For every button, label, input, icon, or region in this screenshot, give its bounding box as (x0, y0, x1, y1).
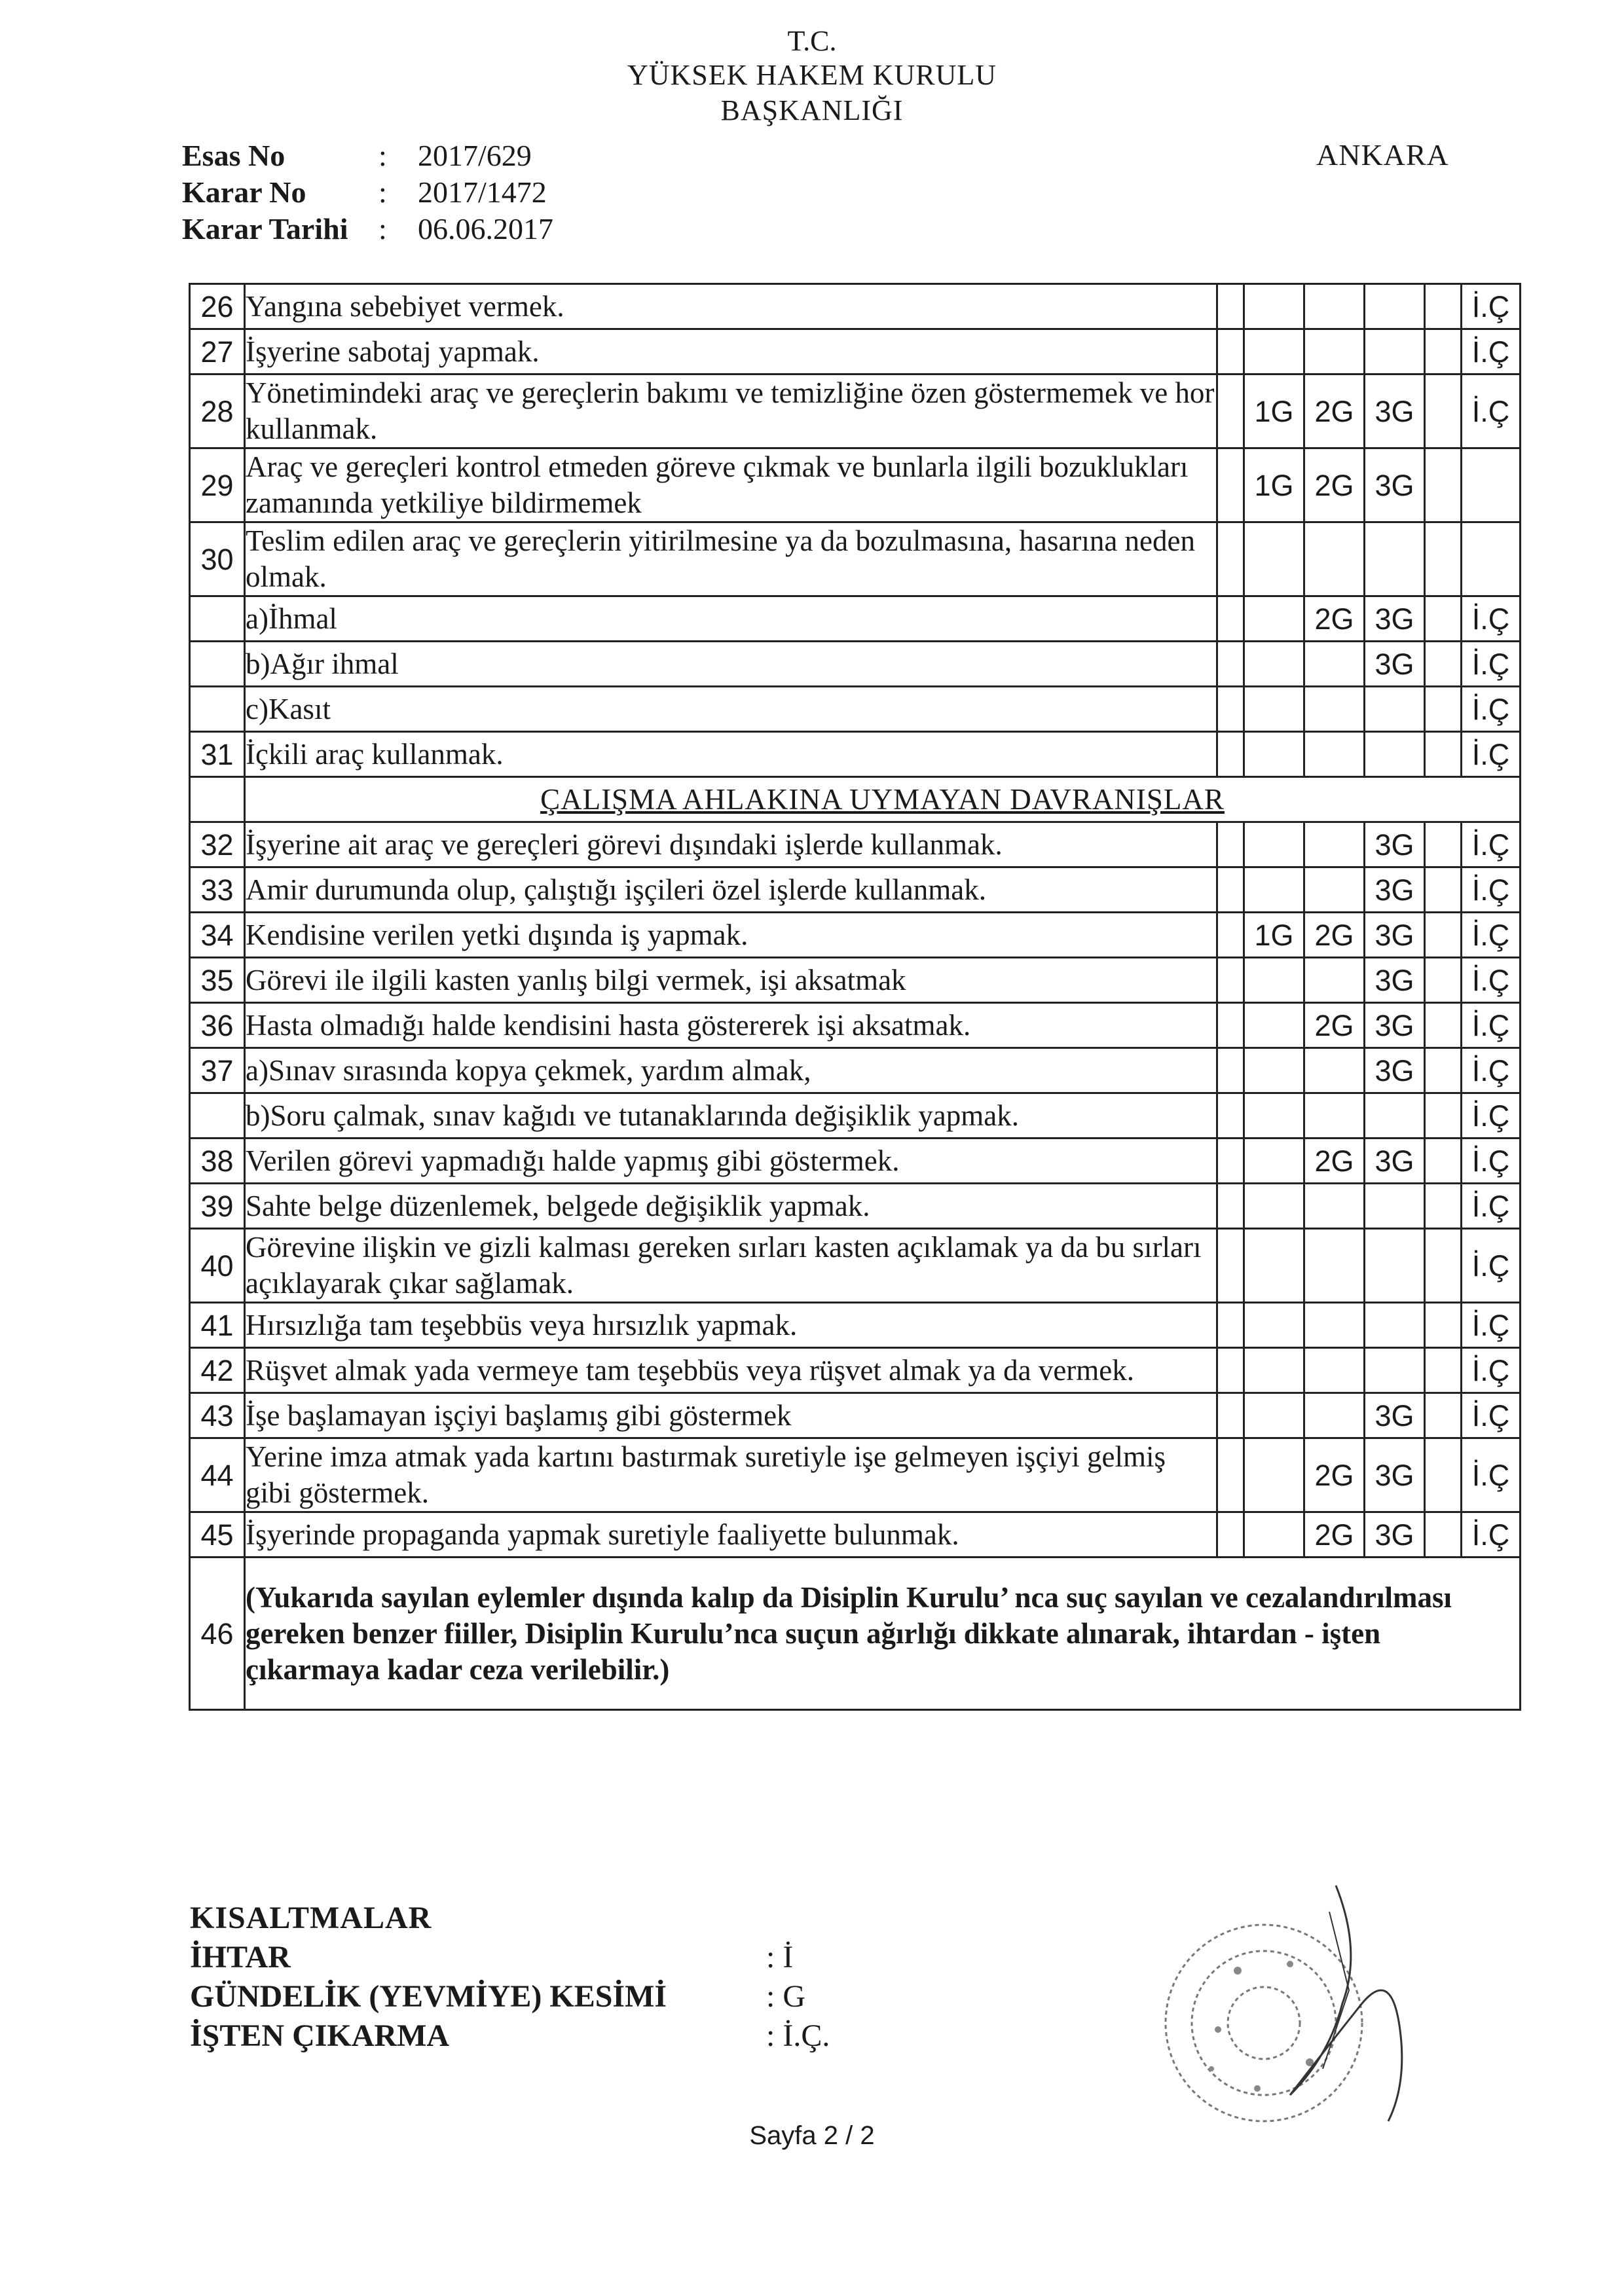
row-text: Amir durumunda olup, çalıştığı işçileri özel işlerde kullanmak. (245, 867, 1217, 913)
penalty-2g (1304, 822, 1365, 867)
table-row (190, 732, 1521, 777)
table-row-46 (190, 1558, 1521, 1710)
abbreviation-label: İŞTEN ÇIKARMA (190, 2018, 450, 2053)
table-row (190, 448, 1521, 522)
row-text: Rüşvet almak yada vermeye tam teşebbüs veya rüşvet almak ya da vermek. (245, 1348, 1217, 1393)
penalty-dismissal: İ.Ç (1462, 1139, 1521, 1184)
blank-cell (1425, 1393, 1462, 1438)
penalty-dismissal: İ.Ç (1462, 1512, 1521, 1558)
penalty-dismissal: İ.Ç (1462, 284, 1521, 329)
row-number: 27 (190, 329, 245, 374)
penalty-1g (1244, 822, 1304, 867)
discipline-table (189, 283, 1521, 1711)
penalty-1g (1244, 1229, 1304, 1303)
row-text: Görevine ilişkin ve gizli kalması gereken sırları kasten açıklamak ya da bu sırları açıklayarak çıkar sağlamak. (245, 1229, 1217, 1303)
row-text: İşe başlamayan işçiyi başlamış gibi göstermek (245, 1393, 1217, 1438)
penalty-3g: 3G (1365, 596, 1425, 642)
blank-cell (1425, 958, 1462, 1003)
blank-cell (1217, 958, 1244, 1003)
table-row (190, 1003, 1521, 1048)
blank-cell (1425, 1139, 1462, 1184)
row-text: Sahte belge düzenlemek, belgede değişiklik yapmak. (245, 1184, 1217, 1229)
penalty-1g (1244, 522, 1304, 596)
row-number: 43 (190, 1393, 245, 1438)
penalty-dismissal: İ.Ç (1462, 1438, 1521, 1512)
table-row-section (190, 777, 1521, 822)
penalty-dismissal: İ.Ç (1462, 1393, 1521, 1438)
row-text: Yönetimindeki araç ve gereçlerin bakımı ve temizliğine özen göstermemek ve hor kullanmak. (245, 374, 1217, 448)
penalty-3g: 3G (1365, 1512, 1425, 1558)
blank-cell (1425, 284, 1462, 329)
penalty-2g (1304, 642, 1365, 687)
table-row (190, 913, 1521, 958)
penalty-3g: 3G (1365, 448, 1425, 522)
penalty-3g: 3G (1365, 913, 1425, 958)
blank-cell (1425, 822, 1462, 867)
row-number: 44 (190, 1438, 245, 1512)
row-number (190, 596, 245, 642)
row-text: Kendisine verilen yetki dışında iş yapmak. (245, 913, 1217, 958)
blank-cell (1217, 1229, 1244, 1303)
row-number: 33 (190, 867, 245, 913)
row-number: 34 (190, 913, 245, 958)
row-text: Teslim edilen araç ve gereçlerin yitirilmesine ya da bozulmasına, hasarına neden olmak. (245, 522, 1217, 596)
official-seal-icon (1139, 1872, 1441, 2147)
penalty-3g: 3G (1365, 374, 1425, 448)
table-row (190, 1048, 1521, 1093)
row-text: c)Kasıt (245, 687, 1217, 732)
blank-cell (1217, 1303, 1244, 1348)
row-number: 30 (190, 522, 245, 596)
penalty-dismissal: İ.Ç (1462, 642, 1521, 687)
abbreviations-title: KISALTMALAR (190, 1901, 432, 1935)
row-text: a)İhmal (245, 596, 1217, 642)
penalty-1g (1244, 1348, 1304, 1393)
penalty-2g: 2G (1304, 596, 1365, 642)
row-number: 41 (190, 1303, 245, 1348)
abbreviation-value: : İ.Ç. (766, 2018, 830, 2053)
abbreviation-item (190, 1938, 830, 1977)
blank-cell (1425, 1512, 1462, 1558)
row-text: Araç ve gereçleri kontrol etmeden göreve çıkmak ve bunlarla ilgili bozuklukları zamanında yetkiliye bildirmemek (245, 448, 1217, 522)
penalty-3g (1365, 1229, 1425, 1303)
penalty-1g (1244, 1093, 1304, 1139)
meta-sep: : (378, 212, 387, 246)
row-text: Yerine imza atmak yada kartını bastırmak suretiyle işe gelmeyen işçiyi gelmiş gibi göstermek. (245, 1438, 1217, 1512)
penalty-dismissal: İ.Ç (1462, 374, 1521, 448)
penalty-dismissal: İ.Ç (1462, 1093, 1521, 1139)
penalty-3g (1365, 687, 1425, 732)
abbreviation-value: : G (766, 1979, 805, 2014)
penalty-3g: 3G (1365, 1048, 1425, 1093)
row-text: İşyerine sabotaj yapmak. (245, 329, 1217, 374)
blank-cell (1425, 448, 1462, 522)
blank-cell (1217, 1348, 1244, 1393)
penalty-2g (1304, 1184, 1365, 1229)
blank-cell (1217, 867, 1244, 913)
blank-cell (1217, 913, 1244, 958)
penalty-dismissal: İ.Ç (1462, 867, 1521, 913)
row-text: (Yukarıda sayılan eylemler dışında kalıp da Disiplin Kurulu’ nca suç sayılan ve cezalandırılması gereken benzer fiiller, Disiplin Kurulu’nca suçun ağırlığı dikkate alınarak, ihtardan - işten çıkarmaya kadar ceza verilebilir.) (245, 1558, 1521, 1710)
table-row (190, 1512, 1521, 1558)
penalty-3g (1365, 329, 1425, 374)
blank-cell (1217, 642, 1244, 687)
penalty-3g: 3G (1365, 1139, 1425, 1184)
penalty-dismissal: İ.Ç (1462, 1184, 1521, 1229)
penalty-2g (1304, 1093, 1365, 1139)
penalty-dismissal: İ.Ç (1462, 1229, 1521, 1303)
table-row (190, 522, 1521, 596)
row-number: 36 (190, 1003, 245, 1048)
penalty-3g: 3G (1365, 1393, 1425, 1438)
blank-cell (1425, 1229, 1462, 1303)
penalty-1g (1244, 1003, 1304, 1048)
blank-cell (1425, 1093, 1462, 1139)
table-row (190, 1438, 1521, 1512)
meta-sep: : (378, 175, 387, 209)
penalty-1g (1244, 642, 1304, 687)
penalty-3g (1365, 732, 1425, 777)
penalty-1g (1244, 732, 1304, 777)
row-text: İçkili araç kullanmak. (245, 732, 1217, 777)
meta-row-tarih (182, 211, 553, 247)
penalty-2g: 2G (1304, 1003, 1365, 1048)
penalty-2g (1304, 329, 1365, 374)
penalty-dismissal: İ.Ç (1462, 687, 1521, 732)
table-row (190, 1184, 1521, 1229)
blank-cell (1217, 284, 1244, 329)
penalty-dismissal: İ.Ç (1462, 822, 1521, 867)
blank-cell (1217, 687, 1244, 732)
penalty-1g (1244, 1303, 1304, 1348)
penalty-2g (1304, 1348, 1365, 1393)
penalty-3g (1365, 284, 1425, 329)
header-tc: T.C. (787, 25, 837, 57)
penalty-2g: 2G (1304, 1512, 1365, 1558)
blank-cell (1425, 1003, 1462, 1048)
blank-cell (1425, 642, 1462, 687)
blank-cell (1425, 732, 1462, 777)
table-row (190, 596, 1521, 642)
meta-key: Karar No (182, 175, 306, 209)
row-number: 42 (190, 1348, 245, 1393)
penalty-1g (1244, 687, 1304, 732)
penalty-1g (1244, 867, 1304, 913)
header-city: ANKARA (1316, 138, 1449, 172)
penalty-1g (1244, 1048, 1304, 1093)
penalty-3g: 3G (1365, 867, 1425, 913)
penalty-1g (1244, 329, 1304, 374)
penalty-dismissal: İ.Ç (1462, 1003, 1521, 1048)
penalty-dismissal: İ.Ç (1462, 732, 1521, 777)
abbreviation-item (190, 1977, 830, 2016)
row-text: Hasta olmadığı halde kendisini hasta göstererek işi aksatmak. (245, 1003, 1217, 1048)
penalty-1g (1244, 596, 1304, 642)
row-number: 29 (190, 448, 245, 522)
penalty-1g: 1G (1244, 448, 1304, 522)
abbreviations (190, 1899, 830, 2056)
penalty-3g: 3G (1365, 822, 1425, 867)
blank-cell (1425, 867, 1462, 913)
header-presidency: BAŞKANLIĞI (720, 94, 904, 126)
table-row (190, 1229, 1521, 1303)
penalty-2g (1304, 867, 1365, 913)
row-text: a)Sınav sırasında kopya çekmek, yardım almak, (245, 1048, 1217, 1093)
row-number: 26 (190, 284, 245, 329)
signature-stroke (1290, 1886, 1402, 2121)
meta-value: 06.06.2017 (418, 212, 553, 246)
penalty-3g (1365, 1093, 1425, 1139)
penalty-2g: 2G (1304, 448, 1365, 522)
row-text: b)Ağır ihmal (245, 642, 1217, 687)
blank-cell (1217, 1393, 1244, 1438)
blank-cell (1217, 732, 1244, 777)
abbreviation-label: GÜNDELİK (YEVMİYE) KESİMİ (190, 1979, 667, 2014)
table-row (190, 687, 1521, 732)
meta-value: 2017/1472 (418, 175, 547, 209)
penalty-3g: 3G (1365, 1438, 1425, 1512)
row-number (190, 1093, 245, 1139)
table-row (190, 822, 1521, 867)
abbreviation-item (190, 2016, 830, 2056)
penalty-1g: 1G (1244, 913, 1304, 958)
row-text: Yangına sebebiyet vermek. (245, 284, 1217, 329)
abbreviation-value: : İ (766, 1940, 794, 1975)
blank-cell (1217, 822, 1244, 867)
penalty-1g (1244, 1438, 1304, 1512)
meta-key: Karar Tarihi (182, 212, 348, 246)
blank-cell (1425, 522, 1462, 596)
table-row (190, 329, 1521, 374)
blank-cell (1217, 1093, 1244, 1139)
penalty-3g: 3G (1365, 1003, 1425, 1048)
row-number: 39 (190, 1184, 245, 1229)
blank-cell (1217, 374, 1244, 448)
penalty-2g: 2G (1304, 1139, 1365, 1184)
abbreviation-label: İHTAR (190, 1940, 291, 1975)
blank-cell (1425, 687, 1462, 732)
blank-cell (1217, 1048, 1244, 1093)
penalty-dismissal: İ.Ç (1462, 1348, 1521, 1393)
penalty-2g (1304, 284, 1365, 329)
blank-cell (1425, 374, 1462, 448)
blank-cell (1217, 1512, 1244, 1558)
blank-cell (1425, 1303, 1462, 1348)
penalty-1g (1244, 958, 1304, 1003)
blank-cell (1425, 913, 1462, 958)
section-title: ÇALIŞMA AHLAKINA UYMAYAN DAVRANIŞLAR (245, 777, 1521, 822)
meta-row-karar (182, 174, 553, 211)
row-number (190, 687, 245, 732)
penalty-1g (1244, 284, 1304, 329)
row-text: İşyerinde propaganda yapmak suretiyle faaliyette bulunmak. (245, 1512, 1217, 1558)
row-text: b)Soru çalmak, sınav kağıdı ve tutanaklarında değişiklik yapmak. (245, 1093, 1217, 1139)
row-number: 38 (190, 1139, 245, 1184)
page-number: Sayfa 2 / 2 (749, 2121, 875, 2150)
meta-row-esas (182, 137, 553, 174)
row-number: 32 (190, 822, 245, 867)
blank-cell (1217, 1139, 1244, 1184)
penalty-2g (1304, 522, 1365, 596)
table-row (190, 284, 1521, 329)
table-row (190, 1393, 1521, 1438)
penalty-dismissal: İ.Ç (1462, 596, 1521, 642)
penalty-2g (1304, 1393, 1365, 1438)
penalty-2g (1304, 958, 1365, 1003)
blank-cell (1217, 596, 1244, 642)
blank-cell (1217, 448, 1244, 522)
blank-cell (1217, 1003, 1244, 1048)
penalty-2g: 2G (1304, 1438, 1365, 1512)
penalty-1g (1244, 1512, 1304, 1558)
penalty-2g (1304, 1229, 1365, 1303)
case-meta (182, 137, 553, 247)
table-row (190, 1093, 1521, 1139)
row-number: 35 (190, 958, 245, 1003)
table-row (190, 958, 1521, 1003)
row-number: 40 (190, 1229, 245, 1303)
penalty-dismissal: İ.Ç (1462, 1303, 1521, 1348)
table-row (190, 1348, 1521, 1393)
blank-cell (1217, 329, 1244, 374)
meta-key: Esas No (182, 139, 286, 172)
penalty-dismissal: İ.Ç (1462, 1048, 1521, 1093)
penalty-dismissal (1462, 448, 1521, 522)
penalty-dismissal: İ.Ç (1462, 329, 1521, 374)
penalty-2g: 2G (1304, 913, 1365, 958)
row-text: Hırsızlığa tam teşebbüs veya hırsızlık yapmak. (245, 1303, 1217, 1348)
penalty-dismissal (1462, 522, 1521, 596)
penalty-2g: 2G (1304, 374, 1365, 448)
penalty-1g: 1G (1244, 374, 1304, 448)
blank-cell (1217, 522, 1244, 596)
blank-cell (1217, 1438, 1244, 1512)
blank-cell (1425, 1048, 1462, 1093)
penalty-2g (1304, 687, 1365, 732)
blank-cell (1425, 1184, 1462, 1229)
row-number: 28 (190, 374, 245, 448)
meta-sep: : (378, 139, 387, 172)
penalty-3g (1365, 522, 1425, 596)
blank-cell (1425, 1438, 1462, 1512)
blank-cell (1425, 329, 1462, 374)
penalty-1g (1244, 1139, 1304, 1184)
meta-value: 2017/629 (418, 139, 532, 172)
row-text: İşyerine ait araç ve gereçleri görevi dışındaki işlerde kullanmak. (245, 822, 1217, 867)
header-organization: YÜKSEK HAKEM KURULU (627, 59, 997, 91)
row-number (190, 642, 245, 687)
row-number: 46 (190, 1558, 245, 1710)
table-row (190, 642, 1521, 687)
table-row (190, 867, 1521, 913)
penalty-2g (1304, 732, 1365, 777)
penalty-3g (1365, 1303, 1425, 1348)
penalty-1g (1244, 1393, 1304, 1438)
table-row (190, 1303, 1521, 1348)
penalty-2g (1304, 1048, 1365, 1093)
penalty-3g (1365, 1348, 1425, 1393)
penalty-3g: 3G (1365, 642, 1425, 687)
row-text: Görevi ile ilgili kasten yanlış bilgi vermek, işi aksatmak (245, 958, 1217, 1003)
table-row (190, 1139, 1521, 1184)
penalty-3g (1365, 1184, 1425, 1229)
blank-cell (1217, 1184, 1244, 1229)
penalty-dismissal: İ.Ç (1462, 913, 1521, 958)
penalty-dismissal: İ.Ç (1462, 958, 1521, 1003)
row-number: 45 (190, 1512, 245, 1558)
penalty-1g (1244, 1184, 1304, 1229)
row-text: Verilen görevi yapmadığı halde yapmış gibi göstermek. (245, 1139, 1217, 1184)
blank-cell (1425, 1348, 1462, 1393)
row-number: 31 (190, 732, 245, 777)
penalty-3g: 3G (1365, 958, 1425, 1003)
row-number: 37 (190, 1048, 245, 1093)
blank-cell (1425, 596, 1462, 642)
penalty-2g (1304, 1303, 1365, 1348)
table-row (190, 374, 1521, 448)
